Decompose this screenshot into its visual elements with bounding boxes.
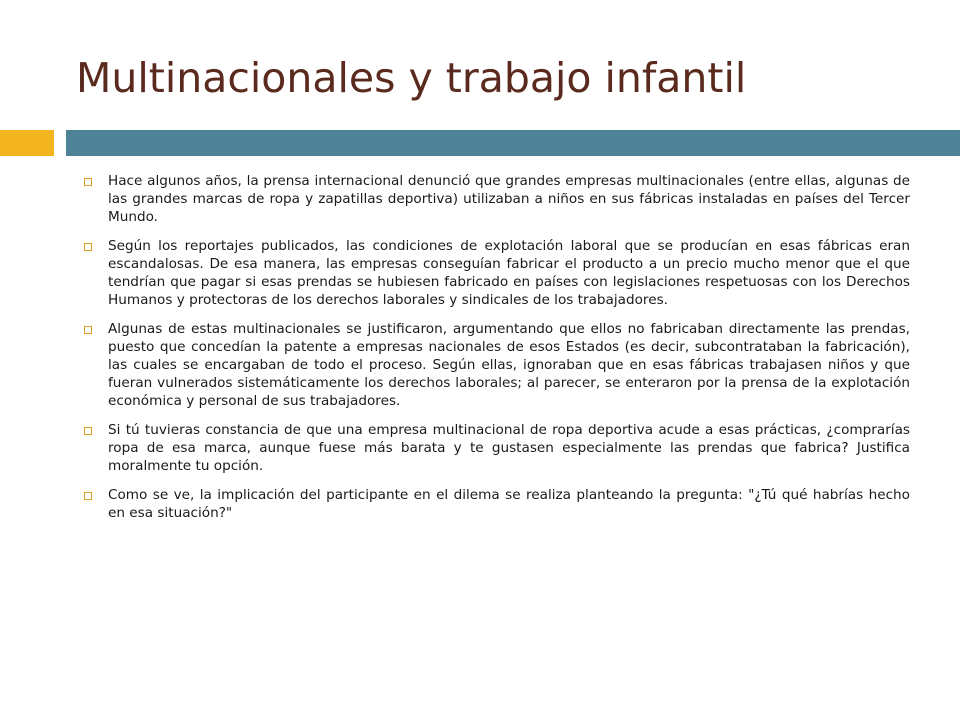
accent-bar-left [0,130,54,156]
bullet-text: Como se ve, la implicación del participante en el dilema se realiza planteando la pregunta: "¿Tú qué habrías hecho en esa situación?" [108,487,910,521]
bullet-text: Según los reportajes publicados, las condiciones de explotación laboral que se producían en esas fábricas eran escandalosas. De esa manera, las empresas conseguían fabricar el producto a un precio mucho menor que el que tendrían que pagar si esas prendas se hubiesen fabricado en países con legislaciones respetuosas con los Derechos Humanos y protectoras de los derechos laborales y sindicales de los trabajadores. [108,238,910,308]
bullet-list [84,172,910,533]
hollow-square-bullet-icon [84,178,92,186]
list-item [84,486,910,522]
hollow-square-bullet-icon [84,427,92,435]
bullet-text: Si tú tuvieras constancia de que una empresa multinacional de ropa deportiva acude a esas prácticas, ¿comprarías ropa de esa marca, aunque fuese más barata y te gustasen especialmente las prendas que fabrica? Justifica moralmente tu opción. [108,422,910,474]
bullet-text: Algunas de estas multinacionales se justificaron, argumentando que ellos no fabricaban directamente las prendas, puesto que concedían la patente a empresas nacionales de esos Estados (es decir, subcontrataban la fabricación), las cuales se encargaban de todo el proceso. Según ellas, ignoraban que en esas fábricas trabajasen niños y que fueran vulnerados sistemáticamente los derechos laborales; al parecer, se enteraron por la prensa de la explotación económica y personal de sus trabajadores. [108,321,910,409]
slide-title: Multinacionales y trabajo infantil [76,54,747,102]
hollow-square-bullet-icon [84,326,92,334]
list-item [84,421,910,475]
list-item [84,172,910,226]
hollow-square-bullet-icon [84,243,92,251]
list-item [84,237,910,309]
hollow-square-bullet-icon [84,492,92,500]
bullet-text: Hace algunos años, la prensa internacional denunció que grandes empresas multinacionales (entre ellas, algunas de las grandes marcas de ropa y zapatillas deportiva) utilizaban a niños en sus fábricas instaladas en países del Tercer Mundo. [108,173,910,225]
list-item [84,320,910,410]
accent-bar-right [66,130,960,156]
